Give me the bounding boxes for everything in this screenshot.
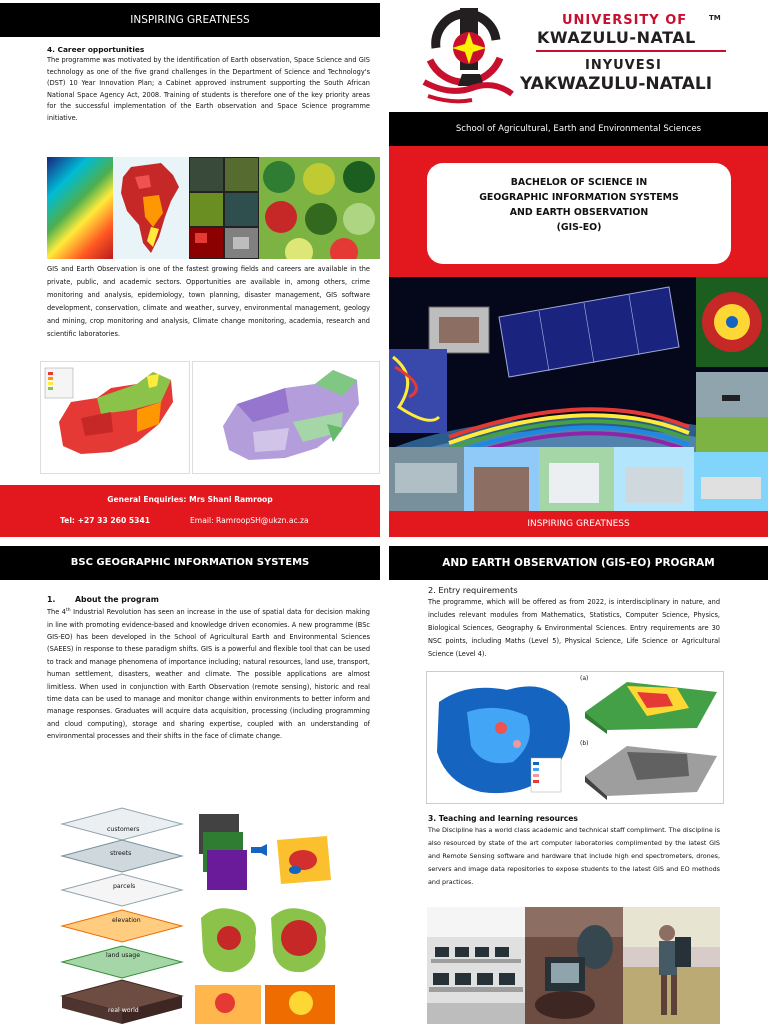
computer-lab-photo	[427, 907, 525, 1024]
ukzn-logo	[420, 4, 516, 106]
layer-label-land-usage: land usage	[106, 952, 140, 959]
growing-section	[47, 263, 370, 341]
uni-name-en-2: KWAZULU-NATAL	[537, 28, 696, 47]
uni-name-zu-2: YAKWAZULU-NATALI	[520, 74, 713, 94]
land-change-maps	[195, 898, 335, 980]
email-address[interactable]: Email: RamroopSH@ukzn.ac.za	[190, 516, 309, 525]
elevation-figure	[426, 671, 724, 804]
satellite-image-1	[47, 157, 113, 259]
title-line-4: (GIS-EO)	[556, 222, 602, 233]
about-heading	[47, 595, 370, 604]
about-text-pre: The 4	[47, 608, 66, 617]
uni-name-zu-1: INYUVESI	[585, 58, 662, 73]
south-africa-map-1	[40, 361, 190, 474]
q1-banner: INSPIRING GREATNESS	[0, 3, 380, 37]
heat-maps	[195, 983, 335, 1024]
africa-map-image	[113, 157, 189, 259]
entry-text: The programme, which will be offered as from 2022, is interdisciplinary in nature, and includes relevant modules from Mathematics, Statistics, Computer Science, Physics, Biological Sciences, Geography & Environmental Sciences. Entry requirements are 30 NSC points, including Maths (Level 5), Physical Science, Life Science or Agricultural Science (Level 4).	[428, 598, 720, 658]
entry-section	[428, 585, 720, 661]
programme-title-card	[427, 163, 731, 264]
about-text-sup: th	[65, 608, 71, 613]
about-heading-text: About the program	[75, 595, 159, 604]
telephone: Tel: +27 33 260 5341	[60, 516, 151, 525]
uni-divider	[536, 50, 726, 52]
earth-observation-collage	[389, 277, 768, 511]
tm-mark: TM	[709, 14, 721, 22]
fieldwork-device-photo	[525, 907, 623, 1024]
figure-panel-a: (a)	[580, 675, 589, 682]
figure-panel-b: (b)	[580, 740, 589, 747]
satellite-grid-image	[189, 157, 259, 259]
enquiries-panel	[0, 485, 380, 537]
teaching-text: The Discipline has a world class academic and technical staff compliment. The discipline is also resourced by state of the art computer laboratories complimented by the latest GIS and Remote Sensing software and hardware that include high end spectrometers, drones, servers and image data repositories to expose students to the latest GIS and EO methods and practices.	[428, 826, 720, 886]
q3-banner: BSC GEOGRAPHIC INFORMATION SYSTEMS	[0, 546, 380, 580]
career-section	[47, 45, 370, 125]
about-text	[47, 605, 370, 743]
title-line-3: AND EARTH OBSERVATION	[509, 207, 649, 218]
layer-label-streets: streets	[110, 850, 132, 857]
about-section	[47, 595, 370, 743]
title-line-2: GEOGRAPHIC INFORMATION SYSTEMS	[479, 192, 679, 203]
teaching-section	[428, 814, 720, 889]
q4-banner: AND EARTH OBSERVATION (GIS-EO) PROGRAM	[389, 546, 768, 580]
south-africa-map-2	[192, 361, 380, 474]
crop-circles-image	[259, 157, 380, 259]
layer-label-customers: customers	[107, 826, 140, 833]
gis-layers-diagram	[52, 806, 192, 1024]
career-text: The programme was motivated by the identification of Earth observation, Space Science and GIS technology as one of the five grand challenges in the Department of Science and Technology's (DST) 10 Year Innovation Plan; a Cabinet approved instrument supporting the South African National Space Agency Act, 2008. Training of students is therefore one of the key priority areas for the successful implementation of the Earth observation and Space Science programme initiative.	[47, 56, 370, 122]
entry-heading: 2. Entry requirements	[428, 585, 518, 595]
growing-text: GIS and Earth Observation is one of the fastest growing fields and careers are available in the private, public, and academic sectors. Opportunities are available in, among others, crime monitoring and analysis, epidemiology, town planning, disaster management, GIS software development, conservation, climate and weather, survey, environmental management, geology and mining, crop monitoring and analysis, Climate change monitoring, academia, research and scientific laboratories.	[47, 265, 370, 338]
layer-label-real-world: real world	[108, 1007, 139, 1014]
career-heading: 4. Career opportunities	[47, 45, 145, 54]
school-banner: School of Agricultural, Earth and Environmental Sciences	[389, 112, 768, 146]
layer-label-parcels: parcels	[113, 883, 136, 890]
teaching-heading: 3. Teaching and learning resources	[428, 814, 578, 823]
uni-name-en-1: UNIVERSITY OF	[562, 13, 688, 28]
field-spectrometer-photo	[623, 907, 720, 1024]
footer-banner: INSPIRING GREATNESS	[389, 511, 768, 537]
enquiries-title: General Enquiries: Mrs Shani Ramroop	[107, 495, 273, 504]
about-text-body: Industrial Revolution has seen an increase in the use of spatial data for decision making in line with promoting evidence-based and knowledge driven economies. A new programme (BSc GIS-EO) has been developed in the School of Agricultural Earth and Environmental Sciences (SAEES) in response to these paradigm shifts. GIS is a powerful and flexible tool that can be used to track and manage phenomena of importance including; natural resources, land use, transport, human settlement, disasters, weather and climate. The possible applications are almost limitless. When used in conjunction with Earth Observation (remote sensing), historic and real time data can be used to manage and monitor change within environments to better inform and manage responses. Graduates will acquire data acquisition, processing (including programming and cloud computing), storage and sharing expertise, coupled with an understanding of environmental processes and their shifts in the face of climate change.	[47, 608, 370, 741]
raster-stack-image	[195, 810, 335, 894]
title-line-1: BACHELOR OF SCIENCE IN	[510, 177, 648, 188]
layer-label-elevation: elevation	[112, 917, 141, 924]
about-number: 1.	[47, 595, 56, 604]
